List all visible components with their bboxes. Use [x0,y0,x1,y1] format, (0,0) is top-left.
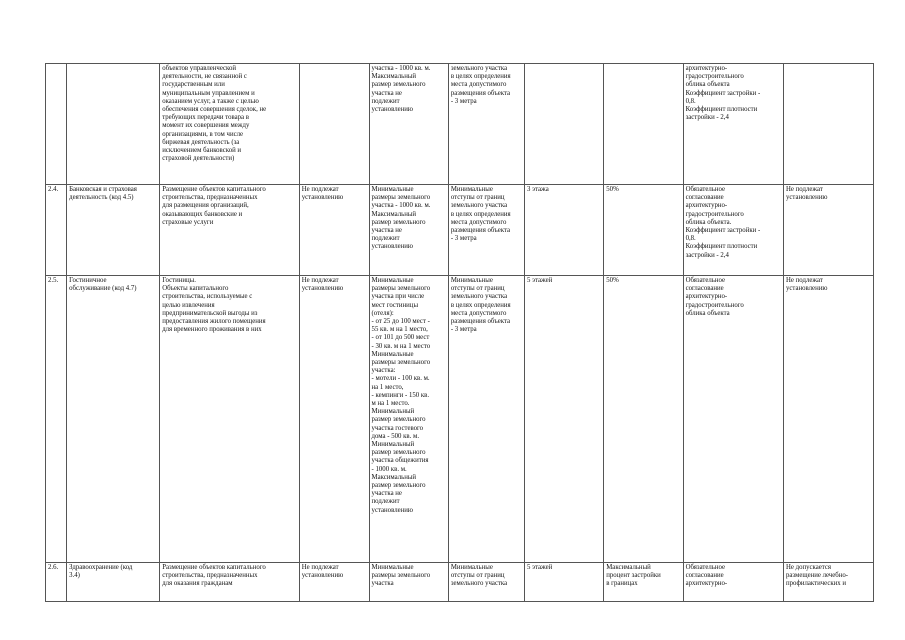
parameter-cell: Не подлежат установлению [299,276,369,563]
row-number-cell: 2.5. [46,276,67,563]
requirements-cell: архитектурно- градостроительного облика объекта Коэффициент застройки - 0,8. Коэффициент плотности застройки - 2,4 [683,64,783,185]
table-row [46,563,874,602]
restrictions-cell [784,64,874,185]
restrictions-cell: Не подлежат установлению [784,185,874,276]
coverage-cell: Максимальный процент застройки в границах [604,563,683,602]
plot-size-cell: Минимальные размеры земельного участка - 1000 кв. м. Максимальный размер земельного участка не подлежит установлению [369,185,448,276]
setbacks-cell: Минимальные отступы от границ земельного участка в целях определения места допустимого размещения объекта - 3 метра [448,185,524,276]
plot-size-cell: участка - 1000 кв. м. Максимальный размер земельного участка не подлежит установлению [369,64,448,185]
setbacks-cell: земельного участка в целях определения места допустимого размещения объекта - 3 метра [448,64,524,185]
table-row [46,64,874,185]
zoning-regulations-table [45,63,874,602]
requirements-cell: Обязательное согласование архитектурно- [683,563,783,602]
parameter-cell: Не подлежат установлению [299,563,369,602]
row-number-cell: 2.4. [46,185,67,276]
row-number-cell: 2.6. [46,563,67,602]
restrictions-cell: Не допускается размещение лечебно- профилактических и [784,563,874,602]
requirements-cell: Обязательное согласование архитектурно- градостроительного облика объекта [683,276,783,563]
row-number-cell [46,64,67,185]
description-cell: Размещение объектов капитального строительства, предназначенных для размещения организаций, оказывающих банковские и страховые услуги [160,185,300,276]
floors-cell: 5 этажей [524,276,603,563]
description-cell: Размещение объектов капитального строительства, предназначенных для оказания гражданам [160,563,300,602]
requirements-cell: Обязательное согласование архитектурно- градостроительного облика объекта. Коэффициент застройки - 0,8. Коэффициент плотности застройки - 2,4 [683,185,783,276]
parameter-cell [299,64,369,185]
use-type-cell: Гостиничное обслуживание (код 4.7) [67,276,160,563]
table-row [46,276,874,563]
description-cell: объектов управленческой деятельности, не связанной с государственным или муниципальным управлением и оказанием услуг, а также с целью обеспечения совершения сделок, не требующих передачи товара в момент их совершения между организациями, в том числе биржевая деятельность (за исключением банковской и страховой деятельности) [160,64,300,185]
restrictions-cell: Не подлежат установлению [784,276,874,563]
table-row [46,185,874,276]
description-cell: Гостиницы. Объекты капитального строительства, используемые с целью извлечения предпринимательской выгоды из предоставления жилого помещения для временного проживания в них [160,276,300,563]
use-type-cell: Банковская и страховая деятельность (код 4.5) [67,185,160,276]
use-type-cell: Здравоохранение (код 3.4) [67,563,160,602]
floors-cell: 5 этажей [524,563,603,602]
plot-size-cell: Минимальные размеры земельного участка [369,563,448,602]
floors-cell: 3 этажа [524,185,603,276]
floors-cell [524,64,603,185]
coverage-cell [604,64,683,185]
use-type-cell [67,64,160,185]
coverage-cell: 50% [604,185,683,276]
plot-size-cell: Минимальные размеры земельного участка при числе мест гостиницы (отеля): - от 25 до 100 мест - 55 кв. м на 1 место, - от 101 до 500 мест - 30 кв. м на 1 место Минимальные размеры земельного участка: - мотели - 100 кв. м. на 1 место, - кемпинги - 150 кв. м на 1 место. Минимальный размер земельного участка гостевого дома - 500 кв. м. Минимальный размер земельного участка общежития - 1000 кв. м. Максимальный размер земельного участка не подлежит установлению [369,276,448,563]
coverage-cell: 50% [604,276,683,563]
parameter-cell: Не подлежат установлению [299,185,369,276]
setbacks-cell: Минимальные отступы от границ земельного участка [448,563,524,602]
setbacks-cell: Минимальные отступы от границ земельного участка в целях определения места допустимого размещения объекта - 3 метра [448,276,524,563]
